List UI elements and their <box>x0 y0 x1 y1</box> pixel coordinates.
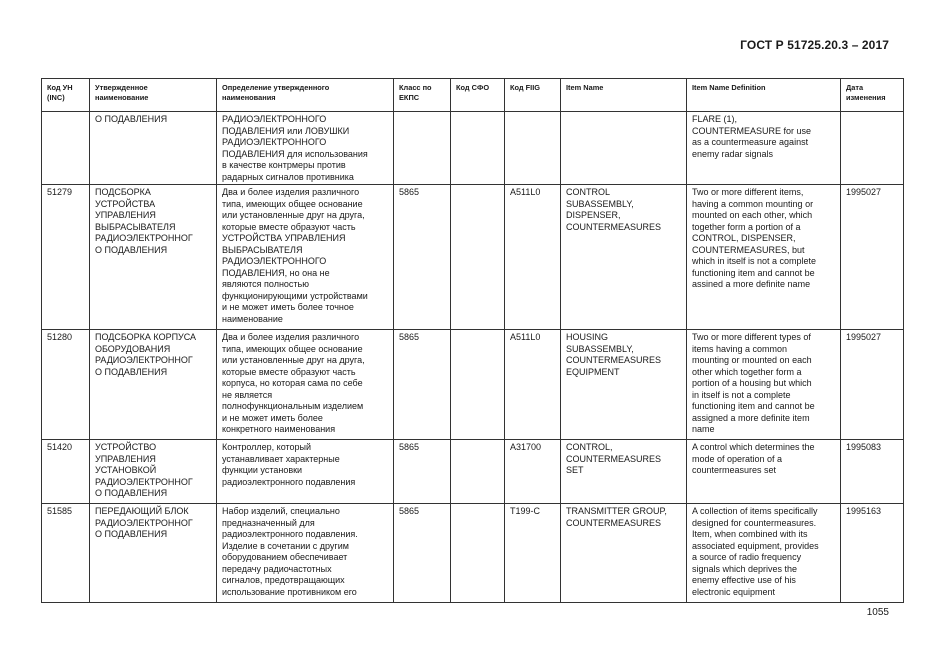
document-header: ГОСТ Р 51725.20.3 – 2017 <box>740 38 889 52</box>
cell-item-definition: A collection of items specifically designed for countermeasures. Item, when combined with its associated equipment, provides a source of radio frequency signals which deprives the enemy effective use of his electronic equipment <box>687 504 841 603</box>
cell-fiig: T199-C <box>505 504 561 603</box>
cell-date: 1995083 <box>841 440 904 504</box>
cell-fiig: A511L0 <box>505 330 561 440</box>
column-header-sfo: Код СФО <box>451 79 505 112</box>
cell-definition: Два и более изделия различного типа, имеющих общее основание или установленные друг на друга, которые вместе образуют часть корпуса, но которая сама по себе не является полнофункциональным изделием и не может иметь более конкретного наименования <box>217 330 394 440</box>
cell-fiig: A511L0 <box>505 185 561 330</box>
cell-item-definition: Two or more different types of items having a common mounting or mounted on each other which together form a portion of a housing but which in itself is not a complete functioning item and cannot be assigned a more definite item name <box>687 330 841 440</box>
cell-date <box>841 112 904 185</box>
cell-date: 1995027 <box>841 330 904 440</box>
cell-class: 5865 <box>394 330 451 440</box>
cell-definition: Два и более изделия различного типа, имеющих общее основание или установленные друг на друга, которые вместе образуют часть УСТРОЙСТВА УПРАВЛЕНИЯ ВЫБРАСЫВАТЕЛЯ РАДИОЭЛЕКТРОННОГО ПОДАВЛЕНИЯ, но она не являются полностью функционирующими устройствами и не может иметь более точное наименование <box>217 185 394 330</box>
table-row <box>42 185 904 330</box>
table-row <box>42 504 904 603</box>
column-header-fiig: Код FIIG <box>505 79 561 112</box>
cell-name: ПОДСБОРКА КОРПУСА ОБОРУДОВАНИЯ РАДИОЭЛЕКТРОННОГ О ПОДАВЛЕНИЯ <box>90 330 217 440</box>
column-header-item-name: Item Name <box>561 79 687 112</box>
cell-definition: Контроллер, который устанавливает характерные функции установки радиоэлектронного подавления <box>217 440 394 504</box>
cell-date: 1995163 <box>841 504 904 603</box>
column-header-item-definition: Item Name Definition <box>687 79 841 112</box>
cell-item-name <box>561 112 687 185</box>
nomenclature-table <box>41 78 904 603</box>
cell-name: ПОДСБОРКА УСТРОЙСТВА УПРАВЛЕНИЯ ВЫБРАСЫВАТЕЛЯ РАДИОЭЛЕКТРОННОГ О ПОДАВЛЕНИЯ <box>90 185 217 330</box>
cell-name: О ПОДАВЛЕНИЯ <box>90 112 217 185</box>
cell-item-name: HOUSING SUBASSEMBLY, COUNTERMEASURES EQUIPMENT <box>561 330 687 440</box>
cell-code: 51279 <box>42 185 90 330</box>
cell-sfo <box>451 330 505 440</box>
cell-class: 5865 <box>394 504 451 603</box>
column-header-code: Код УН (INC) <box>42 79 90 112</box>
table-row <box>42 440 904 504</box>
cell-class: 5865 <box>394 185 451 330</box>
page-number: 1055 <box>866 607 889 618</box>
cell-date: 1995027 <box>841 185 904 330</box>
cell-item-name: CONTROL, COUNTERMEASURES SET <box>561 440 687 504</box>
cell-sfo <box>451 112 505 185</box>
table-header-row <box>42 79 904 112</box>
cell-sfo <box>451 440 505 504</box>
cell-item-definition: A control which determines the mode of operation of a countermeasures set <box>687 440 841 504</box>
cell-class: 5865 <box>394 440 451 504</box>
cell-fiig <box>505 112 561 185</box>
column-header-class: Класс по ЕКПС <box>394 79 451 112</box>
table-row <box>42 330 904 440</box>
cell-item-definition: Two or more different items, having a common mounting or mounted on each other, which together form a portion of a CONTROL, DISPENSER, COUNTERMEASURES, but which in itself is not a complete functioning item and cannot be assined a more definite name <box>687 185 841 330</box>
column-header-name: Утвержденное наименование <box>90 79 217 112</box>
cell-code: 51420 <box>42 440 90 504</box>
column-header-definition: Определение утвержденного наименования <box>217 79 394 112</box>
cell-fiig: A31700 <box>505 440 561 504</box>
cell-sfo <box>451 504 505 603</box>
cell-class <box>394 112 451 185</box>
cell-code: 51280 <box>42 330 90 440</box>
cell-name: ПЕРЕДАЮЩИЙ БЛОК РАДИОЭЛЕКТРОННОГ О ПОДАВЛЕНИЯ <box>90 504 217 603</box>
cell-name: УСТРОЙСТВО УПРАВЛЕНИЯ УСТАНОВКОЙ РАДИОЭЛЕКТРОННОГ О ПОДАВЛЕНИЯ <box>90 440 217 504</box>
cell-item-name: TRANSMITTER GROUP, COUNTERMEASURES <box>561 504 687 603</box>
cell-code: 51585 <box>42 504 90 603</box>
cell-item-name: CONTROL SUBASSEMBLY, DISPENSER, COUNTERMEASURES <box>561 185 687 330</box>
cell-item-definition: FLARE (1), COUNTERMEASURE for use as a countermeasure against enemy radar signals <box>687 112 841 185</box>
cell-definition: Набор изделий, специально предназначенный для радиоэлектронного подавления. Изделие в сочетании с другим оборудованием обеспечивает передачу радиочастотных сигналов, предотвращающих использование противником его <box>217 504 394 603</box>
cell-definition: РАДИОЭЛЕКТРОННОГО ПОДАВЛЕНИЯ или ЛОВУШКИ РАДИОЭЛЕКТРОННОГО ПОДАВЛЕНИЯ для использования в качестве контрмеры против радарных сигналов противника <box>217 112 394 185</box>
cell-code <box>42 112 90 185</box>
column-header-date: Дата изменения <box>841 79 904 112</box>
cell-sfo <box>451 185 505 330</box>
table-row <box>42 112 904 185</box>
